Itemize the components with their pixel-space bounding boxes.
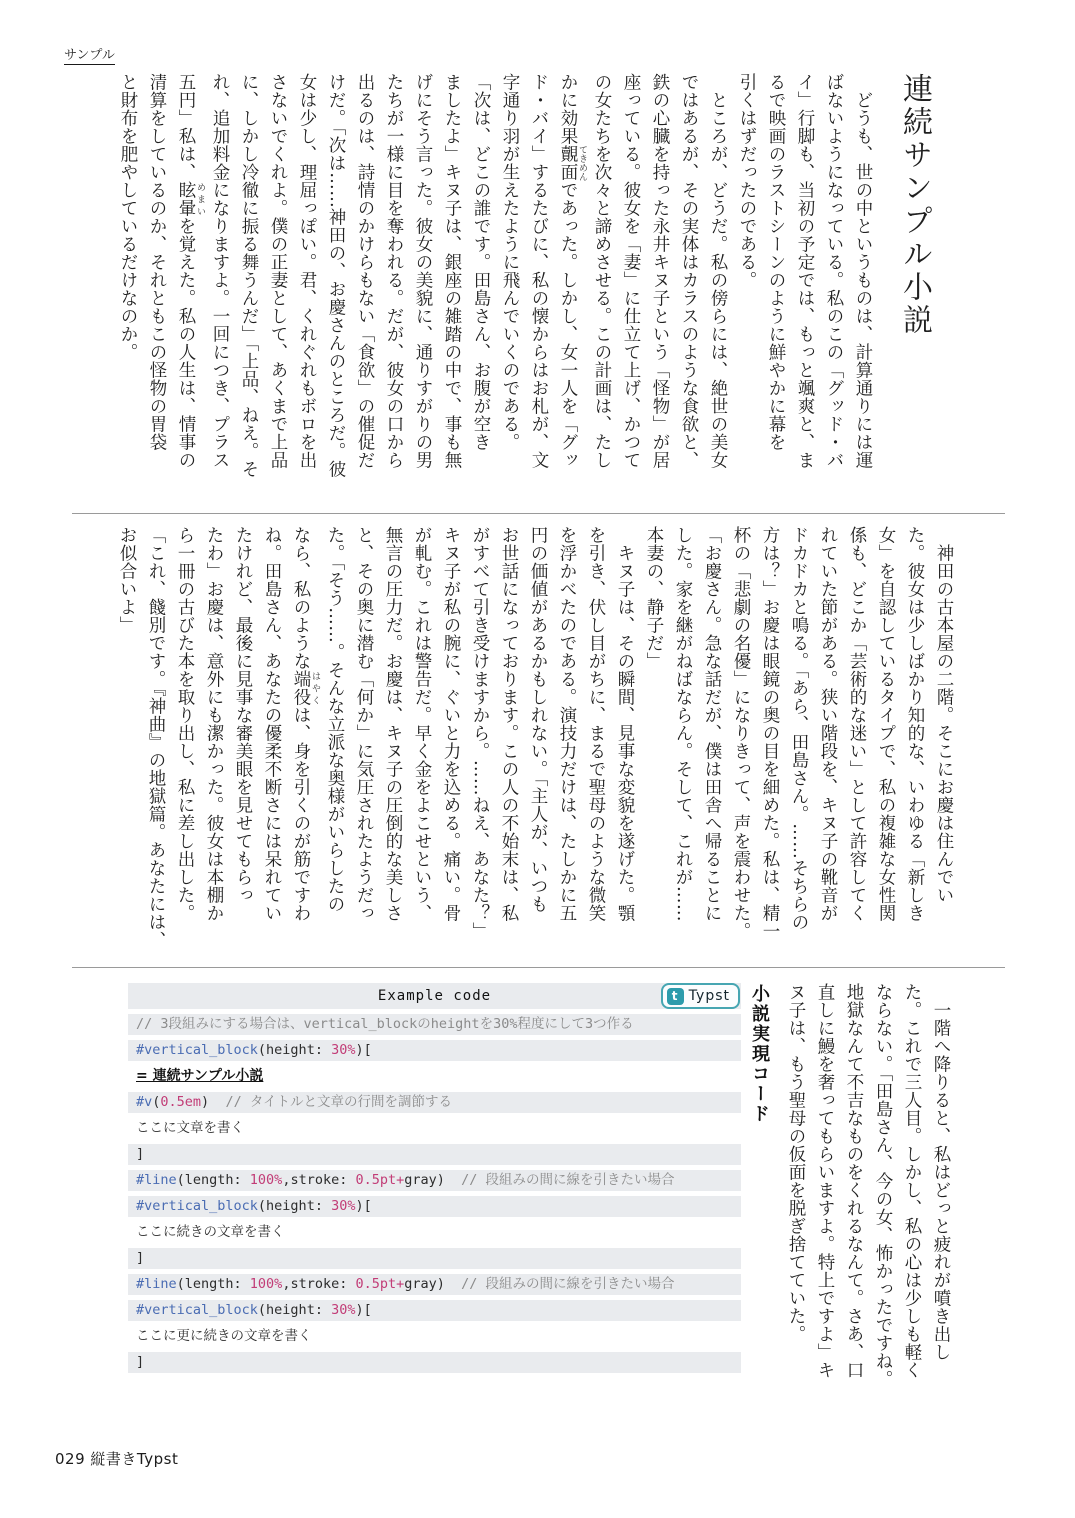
vertical-text-line: と、その奥に潜む「何か」に気圧されたようだっ (354, 526, 374, 922)
vertical-text-line: たけれど、最後に見事な審美眼を見せてもらっ (233, 526, 253, 904)
vertical-text-line: ね。田島さん、あなたの優柔不断さには呆れてい (262, 526, 282, 922)
vertical-text-line: れていた節がある。狭い階段を、キヌ子の靴音が (818, 526, 838, 922)
vertical-text-line: 係も、どこか「芸術的な迷い」として許容してく (847, 526, 867, 922)
vertical-text-line: 五円」私は、眩暈 めまいを覚えた。私の人生は、情事の (176, 73, 205, 469)
vertical-text-line: を浮かべたのである。演技力だけは、たしかに五 (557, 526, 577, 922)
vertical-text-line: が軋む。これは警告だ。早く金をよこせという、 (412, 526, 432, 922)
vertical-text-line: 「次は、どこの誰です。田島さん、お腹が空き (471, 73, 491, 451)
vertical-text-line: なら、私のような端役 はやくは、身を引くのが筋ですわ (291, 526, 320, 922)
vertical-text-line: 女」を自認しているタイプで、私の複雑な女性関 (876, 526, 896, 922)
vertical-text-line: さないでくれよ。僕の正妻として、あくまで上品 (268, 73, 288, 469)
page-footer: 029 縦書きTypst (55, 1450, 179, 1468)
novel-section-2 (112, 526, 958, 968)
vertical-text-line: かに効果覿面 てきめんであった。しかし、女一人を「グッ (558, 73, 587, 469)
vertical-text-line: た。「そう……。そんな立派な奥様がいらしたの (325, 526, 345, 914)
code-row: #vertical_block(height: 30%)[ (128, 1196, 741, 1217)
vertical-text-line: 地獄なんて不吉なものをくれるなんて。さあ、口 (844, 983, 864, 1379)
vertical-text-line: ところが、どうだ。私の傍らには、絶世の美女 (708, 73, 728, 469)
vertical-text-line: の女たちを次々と諦めさせる。この計画は、たし (592, 73, 612, 469)
section-divider-2 (72, 967, 1005, 968)
vertical-text-line: イ」行脚も、当初の予定では、もっと颯爽と、ま (795, 73, 815, 469)
code-block-header (128, 983, 741, 1009)
vertical-text-line: ヌ子は、もう聖母の仮面を脱ぎ捨てていた。 (786, 983, 806, 1343)
novel-title: 連続サンプル小説 (897, 73, 932, 337)
sample-label: サンプル (64, 44, 115, 65)
section-divider-1 (72, 513, 1005, 514)
code-header-label: Example code (377, 988, 492, 1004)
vertical-text-line: 字通り羽が生えたように飛んでいくのである。 (500, 73, 520, 451)
code-row: ここに更に続きの文章を書く (128, 1326, 741, 1347)
vertical-text-line: お世話になっております。この人の不始末は、私 (499, 526, 519, 922)
typst-badge-label: Typst (688, 988, 730, 1004)
vertical-text-line: れ、追加料金になりますよ。一回につき、プラス (210, 73, 230, 469)
code-row: ] (128, 1248, 741, 1269)
vertical-text-line: た。彼女は少しばかり知的な、いわゆる「新しき (905, 526, 925, 922)
code-block (128, 983, 741, 1373)
vertical-text-line: げにそう言った。彼女の美貌に、通りすがりの男 (413, 73, 433, 469)
vertical-text-line: 引くはずだったのである。 (737, 73, 757, 289)
code-section-heading: 小説実現コード (749, 984, 770, 1124)
code-row: #vertical_block(height: 30%)[ (128, 1300, 741, 1321)
vertical-text-line: がすべて引き受けますから。……ねえ、あなた？」 (470, 526, 490, 940)
vertical-text-line: ドカドカと鳴る。「あら、田島さん。……そちらの (789, 526, 809, 932)
vertical-text-line: 女は少し、理屈っぽい。君、くれぐれもボロを出 (297, 73, 317, 469)
vertical-text-line: ばないようになっている。私のこの「グッド・バ (824, 73, 844, 469)
code-row: ここに続きの文章を書く (128, 1222, 741, 1243)
vertical-text-line: 直しに鰻を奢ってもらいますよ。特上ですよ」キ (815, 983, 835, 1379)
vertical-text-line: 杯の「悲劇の名優」になりきって、声を震わせた。 (731, 526, 751, 940)
code-row: #line(length: 100%,stroke: 0.5pt+gray) // 段組みの間に線を引きたい場合 (128, 1274, 741, 1295)
vertical-text-line: たちが一様に目を奪われる。だが、彼女の口から (384, 73, 404, 469)
vertical-text-line: キヌ子は、その瞬間、見事な変貌を遂げた。顎 (615, 526, 635, 922)
vertical-text-line: 出るのは、詩情のかけらもない「食欲」の催促だ (355, 73, 375, 469)
typst-logo-icon: t (667, 988, 684, 1005)
code-row: = 連続サンプル小説 (128, 1066, 741, 1087)
vertical-text-line: たわ」お慶は、意外にも潔かった。彼女は本棚か (204, 526, 224, 922)
vertical-text-line: ましたよ」キヌ子は、銀座の雑踏の中で、事も無 (442, 73, 462, 469)
code-row: #line(length: 100%,stroke: 0.5pt+gray) // 段組みの間に線を引きたい場合 (128, 1170, 741, 1191)
typst-badge (661, 983, 740, 1009)
vertical-text-line: 「お慶さん。急な話だが、僕は田舎へ帰ることに (702, 526, 722, 922)
vertical-text-line: した。家を継がねばならん。そして、これが…… (673, 526, 693, 922)
code-row: #v(0.5em) // タイトルと文章の行間を調節する (128, 1092, 741, 1113)
code-row: ] (128, 1352, 741, 1373)
vertical-text-line: どうも、世の中というものは、計算通りには運 (853, 73, 873, 469)
vertical-text-line: と財布を肥やしているだけなのか。 (118, 73, 138, 361)
code-rows (128, 1014, 741, 1373)
vertical-text-line: 清算をしているのか、それともこの怪物の胃袋 (147, 73, 167, 451)
vertical-text-line: お似合いよ」 (117, 526, 137, 634)
code-row: ここに文章を書く (128, 1118, 741, 1139)
vertical-text-line: 座っている。彼女を「妻」に仕立て上げ、かつて (621, 73, 641, 469)
vertical-text-line: た。これで三人目。しかし、私の心は少しも軽く (902, 983, 922, 1379)
code-row: // 3段組みにする場合は、vertical_blockのheightを30%程度にして3つ作る (128, 1014, 741, 1035)
vertical-text-line: 方は？」お慶は眼鏡の奥の目を細めた。私は、精一 (760, 526, 780, 940)
vertical-text-line: けだ。「次は……神田の、お慶さんのところだ。彼 (326, 73, 346, 479)
vertical-text-line: キヌ子が私の腕に、ぐいと力を込める。痛い。骨 (441, 526, 461, 922)
code-row: #vertical_block(height: 30%)[ (128, 1040, 741, 1061)
vertical-text-line: 神田の古本屋の二階。そこにお慶は住んでい (934, 526, 954, 904)
vertical-text-line: ではあるが、その実体はカラスのような食欲と、 (679, 73, 699, 469)
vertical-text-line: 一階へ降りると、私はどっと疲れが噴き出し (931, 983, 951, 1361)
code-row: ] (128, 1144, 741, 1165)
vertical-text-line: を引き、伏し目がちに、まるで聖母のような微笑 (586, 526, 606, 922)
vertical-text-line: るで映画のラストシーンのように鮮やかに幕を (766, 73, 786, 451)
vertical-text-line: 鉄の心臓を持った永井キヌ子という「怪物」が居 (650, 73, 670, 469)
novel-section-3 (781, 983, 955, 1399)
novel-section-1 (113, 73, 937, 517)
vertical-text-line: 「これ、餞別です。『神曲』の地獄篇。あなたには、 (146, 526, 166, 950)
vertical-text-line: 無言の圧力だ。お慶は、キヌ子の圧倒的な美しさ (383, 526, 403, 922)
vertical-text-line: ら一冊の古びた本を取り出し、私に差し出した。 (175, 526, 195, 922)
vertical-text-line: 本妻の、静子だ」 (644, 526, 664, 670)
vertical-text-line: に、しかし冷徹に振る舞うんだ」「上品、ねえ。そ (239, 73, 259, 479)
vertical-text-line: 円の価値があるかもしれない。「主人が、いつも (528, 526, 548, 914)
vertical-text-line: ド・バイ」するたびに、私の懐からはお札が、文 (529, 73, 549, 469)
vertical-text-line: ならない。「田島さん、今の女、怖かったですね。 (873, 983, 893, 1389)
